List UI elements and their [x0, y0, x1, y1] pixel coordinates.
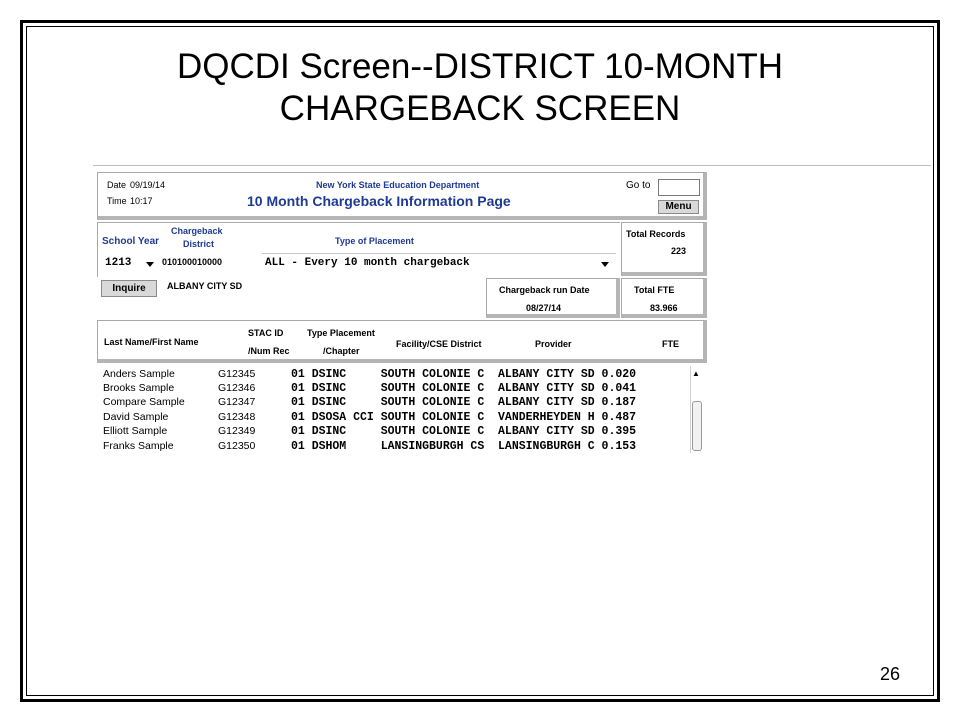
row-data: 01 DSINC SOUTH COLONIE C ALBANY CITY SD 0.187: [291, 396, 637, 409]
col-header-type-1: Type Placement: [307, 328, 375, 338]
menu-button[interactable]: Menu: [658, 200, 699, 214]
row-name: Compare Sample: [103, 396, 185, 408]
time-label: Time: [107, 196, 127, 206]
row-name: Franks Sample: [103, 440, 174, 452]
chargeback-district-label-2: District: [183, 239, 215, 249]
col-header-fte: FTE: [662, 339, 679, 349]
date-label: Date: [107, 180, 127, 190]
row-id: G12346: [218, 382, 256, 394]
row-id: G12345: [218, 368, 256, 380]
divider-line: [93, 165, 931, 166]
row-id: G12349: [218, 425, 256, 437]
type-of-placement-value: ALL - Every 10 month chargeback: [265, 257, 470, 269]
row-name: Brooks Sample: [103, 382, 175, 394]
page-title: 10 Month Chargeback Information Page: [247, 193, 511, 209]
time-value: 10:17: [130, 196, 153, 206]
chevron-down-icon: [601, 262, 609, 267]
chargeback-run-date-label: Chargeback run Date: [499, 285, 590, 295]
goto-input[interactable]: [658, 179, 700, 196]
goto-label: Go to: [626, 180, 651, 191]
select-top-border: [262, 253, 616, 254]
row-data: 01 DSINC SOUTH COLONIE C ALBANY CITY SD 0.041: [291, 382, 637, 395]
date-value: 09/19/14: [130, 180, 166, 190]
row-id: G12350: [218, 440, 256, 452]
col-header-stac-2: /Num Rec: [248, 346, 290, 356]
total-fte-value: 83.966: [650, 303, 678, 313]
row-name: Anders Sample: [103, 368, 175, 380]
total-records-value: 223: [671, 246, 687, 256]
row-data: 01 DSINC SOUTH COLONIE C ALBANY CITY SD 0.395: [291, 425, 637, 438]
type-of-placement-label: Type of Placement: [335, 236, 414, 246]
row-data: 01 DSINC SOUTH COLONIE C ALBANY CITY SD 0.020: [291, 368, 637, 381]
row-data: 01 DSOSA CCI SOUTH COLONIE C VANDERHEYDEN H 0.487: [291, 411, 637, 424]
page-number: 26: [880, 664, 901, 684]
total-fte-label: Total FTE: [634, 285, 675, 295]
slide-title: [0, 46, 960, 130]
school-year-label: School Year: [102, 236, 160, 247]
chevron-down-icon: [146, 262, 154, 267]
row-data: 01 DSHOM LANSINGBURGH CS LANSINGBURGH C 0.153: [291, 440, 637, 453]
chargeback-run-date-value: 08/27/14: [526, 303, 562, 313]
scroll-up-icon[interactable]: ▲: [692, 369, 700, 378]
row-id: G12347: [218, 396, 256, 408]
row-name: David Sample: [103, 411, 169, 423]
row-id: G12348: [218, 411, 256, 423]
school-year-value: 1213: [105, 257, 132, 269]
col-header-type-2: /Chapter: [323, 346, 360, 356]
district-name: ALBANY CITY SD: [167, 281, 243, 291]
col-header-facility: Facility/CSE District: [396, 339, 482, 349]
chargeback-district-value: 010100010000: [162, 257, 223, 267]
slide-title-line-1: DQCDI Screen--DISTRICT 10-MONTH: [176, 47, 784, 86]
school-year-select[interactable]: [102, 256, 158, 272]
col-header-stac-1: STAC ID: [248, 328, 284, 338]
slide-title-line-2: CHARGEBACK SCREEN: [279, 89, 681, 128]
type-of-placement-select[interactable]: [262, 253, 616, 273]
col-header-provider: Provider: [535, 339, 572, 349]
col-header-name: Last Name/First Name: [104, 337, 199, 347]
chargeback-district-label-1: Chargeback: [171, 226, 223, 236]
scroll-thumb[interactable]: [692, 401, 702, 451]
department-name: New York State Education Department: [316, 180, 480, 190]
row-name: Elliott Sample: [103, 425, 168, 437]
total-records-label: Total Records: [626, 229, 686, 239]
inquire-button[interactable]: Inquire: [101, 280, 157, 297]
